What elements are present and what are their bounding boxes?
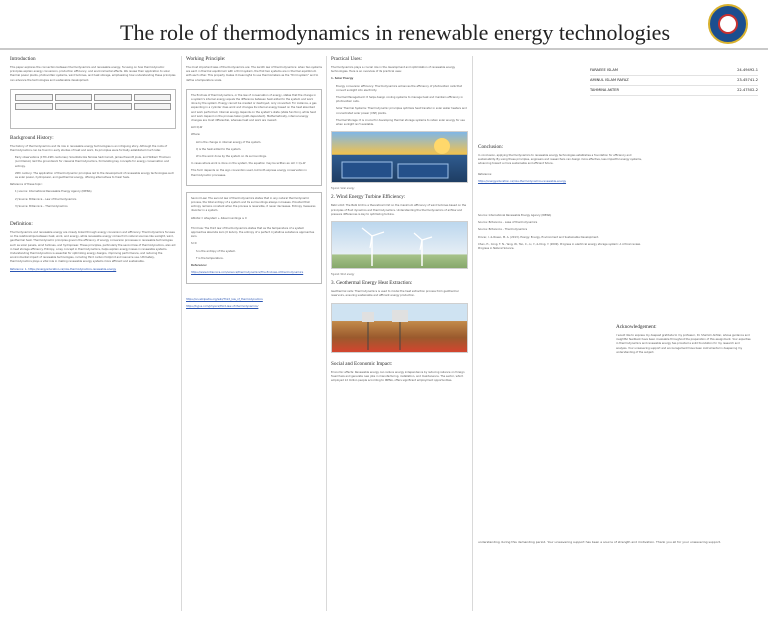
background-heading: Background History: xyxy=(10,134,54,141)
author-id: 24-49492-1 xyxy=(737,68,758,72)
diagram-block xyxy=(94,103,132,110)
geothermal-figure xyxy=(331,303,468,353)
diagram-block xyxy=(15,103,53,110)
formula-third-law: S=0 xyxy=(191,242,197,246)
introduction-text: This paper explores the connection between thermodynamics and renewable energy, focusing on how thermodynamic principles explain energy conversion, production efficiency, and environmental effects. We review their application to solar thermal power plants, photovoltaic systems, wind turbines, and heat storage, emphasizing how understanding these principles can advance the technologies and sustainable development. xyxy=(10,66,176,82)
conclusion-heading: Conclusion: xyxy=(478,144,504,150)
closed-text: In cases where work is done on the system, the equation may be written as: ΔU = Q+W xyxy=(191,162,306,166)
diagram-blocks xyxy=(15,94,171,110)
acknowledgement-closing xyxy=(478,540,758,548)
formula-first-law: ΔU=Q-W xyxy=(191,126,203,130)
reference-link[interactable]: https://energyeducation.ca/role-thermodynamics-renewable-energy xyxy=(478,179,567,183)
solar-bullet: Solar Thermal Systems: Thermodynamic principles optimize heat transfer in solar water heaters and concentrated solar power (CSP) plants. xyxy=(336,107,467,115)
reference-item: 2) Source: Britannica – Law of thermodynamics xyxy=(15,197,77,201)
column-conclusion xyxy=(478,140,758,544)
solar-bullet: Thermal Management: It helps design cooling systems to manage heat and maintain efficiency in photovoltaic cells. xyxy=(336,96,463,104)
second-third-law-box xyxy=(186,192,322,284)
laws-box xyxy=(186,89,322,186)
where-item: S is the entropy of the system. xyxy=(196,249,236,253)
author-id: 23-45741-2 xyxy=(737,78,758,82)
diagram-block xyxy=(134,94,172,101)
where-item: Q is the heat added to the system. xyxy=(196,147,242,151)
diagram-block xyxy=(55,103,93,110)
practical-heading: Practical Uses: xyxy=(331,56,362,62)
page-title: The role of thermodynamics in renewable energy technologies xyxy=(120,20,671,45)
wind-heading: 2. Wind Energy Turbine Efficiency: xyxy=(331,194,406,201)
source-item: Source: International Renewable Energy Agency (IRENA) xyxy=(478,214,552,218)
solar-bullet: Energy conversion efficiency: Thermodynamics enhances the efficiency of photovoltaic cells that convert sunlight into electricity. xyxy=(336,84,462,92)
social-heading: Social and Economic Impact: xyxy=(331,360,393,367)
introduction-heading: Introduction xyxy=(10,56,36,62)
column-divider xyxy=(472,56,473,611)
form-note: This form depends on the sign convention used, but both express energy conservation in thermodynamic processes. xyxy=(191,169,307,177)
wind-energy-figure xyxy=(331,221,468,269)
thermodynamics-diagram xyxy=(10,89,176,129)
reference-label: Reference: xyxy=(191,264,207,268)
source-item: Source: Britannica – Laws of thermodynamics xyxy=(478,221,538,225)
figure-caption: Figure1: Solar energy xyxy=(331,187,355,191)
solar-bullet: Thermal Storage: It is crucial for developing thermal storage systems to retain solar energy for use when sunlight isn’t available. xyxy=(336,118,465,127)
author-row xyxy=(590,86,758,96)
column-introduction xyxy=(10,52,176,275)
reference-link[interactable]: https://byjus.com/physics/third-law-of-thermodynamics/ xyxy=(186,304,259,308)
refs-label: Reference of these topic: xyxy=(10,183,43,187)
author-id: 22-47502-2 xyxy=(737,88,758,92)
wind-turbine-icon xyxy=(332,222,468,269)
reference-item: 1) source: International Renewable Energy Agency (IRENA) xyxy=(15,190,92,194)
reference-link[interactable]: https://en.wikipedia.org/wiki/Third_law_of_thermodynamics xyxy=(186,297,263,301)
geothermal-plant-icon xyxy=(332,304,468,353)
reference-item: 3) Source: Britannica – Thermodynamics xyxy=(15,204,68,208)
working-heading: Working Principle: xyxy=(186,56,226,62)
background-bullet: Early observations (17th-19th centuries): Scientists like Nicolas Sadi Carnot, James Prescott Joule, and William Thomson (Lord Kelvin) laid the groundwork for classical thermodynamics, formulating key concepts for energy conservation and entropy. xyxy=(15,156,171,168)
diagram-block xyxy=(15,94,53,101)
figure-caption: Figure2: Wind energy xyxy=(331,273,355,277)
university-logo-icon xyxy=(708,4,748,44)
acknowledgement-text: I would like to express my deepest gratitude to my professor, Dr. Shamim Akhtar, whose guidance and insightful feedback have been invaluable throughout the preparation of this assignment. Your expertise in thermodynamics and renewable energy has provided a solid foundation for my research and analysis. Your unwavering support and encouragement have been instrumental in deepening my understanding of the subject. xyxy=(616,334,751,354)
conclusion-text: In conclusion, applying thermodynamics to renewable energy technologies establishes a foundation for efficiency and sustainability. By using these principles, engineers and researchers can design more effective, less impactful energy systems, advancing toward a more sustainable and efficient future. xyxy=(478,154,642,166)
column-working-principle xyxy=(186,52,322,312)
source-item: Chen, H., Cong, T. N., Yang, W., Tan, C., Li, Y., & Ding, Y. (2009). Progress in electrical energy storage system: A critical review. Progress in Natural Science. xyxy=(478,242,641,251)
where-label: Where: xyxy=(191,133,201,137)
diagram-block xyxy=(55,94,93,101)
where-item: ΔU is the change in internal energy of the system. xyxy=(196,140,262,144)
background-bullet: 20th century: The application of thermodynamic principles led to the development of renewable energy technologies such as solar power, hydropower, and geothermal energy, offering alternatives to fossil fuels. xyxy=(15,171,175,180)
social-text: Economic effects: Renewable energy can reduce energy independence by reducing reliance on foreign fossil fuels and generate new jobs in manufacturing, installation, and maintenance. The sector, which employed 12 million people according to IRENA, offers significant employment opportunities. xyxy=(331,370,465,383)
geothermal-text: Geothermal cells: Thermodynamics is used to model the heat extraction process from geothermal reservoirs, ensuring sustainable and efficient energy production. xyxy=(331,290,459,298)
where-item: W is the work done by the system on its surroundings. xyxy=(196,155,267,159)
acknowledgement-block xyxy=(616,320,751,358)
working-intro: The most important laws of thermodynamics are: The zeroth law of thermodynamics: when two systems are each in thermal equilibrium with a third system, the first two systems are in thermal equilibrium with each other. This property makes it meaningful to use thermometers as the “third system” and to define a temperature scale. xyxy=(186,66,322,82)
column-divider xyxy=(181,56,182,611)
acknowledgement-closing-text: understanding during this demanding period. Your unwavering support has been a source of strength and motivation. Thank you all for your unwavering support. xyxy=(478,540,721,544)
author-row xyxy=(590,76,758,86)
definition-heading: Definition: xyxy=(10,221,33,228)
definition-text: Thermodynamics and renewable energy are closely linked through energy conversion and efficiency. Thermodynamics focuses on the relationships between heat, work, and energy, while renewable energy comes from natural sources like sunlight, wind, geothermal heat. Thermodynamic principles govern the efficiency of energy conversion processes in renewable technologies such as solar panels, wind turbines, and hydropower. These principles, particularly the second law of thermodynamics, also aid in heat storage efficiency. Entropy, a key concept in thermodynamics, helps explain energy losses in renewable systems. Understanding thermodynamics is essential for optimizing energy designs, improving performance, and reducing the environmental impact of renewable technologies, including third carbon footprint and resource use. Ultimately, thermodynamics plays a vital role in making renewable energy systems more efficient and sustainable. xyxy=(10,231,176,264)
author-row xyxy=(590,66,758,76)
reference-label: Reference: xyxy=(478,172,492,176)
first-law-text: The first law of thermodynamics, or the law of conservation of energy, states that the change in a system’s internal energy equals the difference between heat added to the system and work done by the system. Energy cannot be created or destroyed, only converted. For instance, a gas expanding in a cylinder does work and changes its internal energy based on the heat absorbed and work performed. Internal energy depends on the system’s state (state function), while heat and work depend on the process taken (path-dependent). Mathematically, internal energy changes are most differential, whereas heat and work are inexact. xyxy=(191,93,317,123)
wind-text: Betz Limit: The Betz limit is a theoretical limit on the maximum efficiency of wind turbines based on the principles of fluid dynamics and thermodynamics. Understanding the thermodynamics of airflow and pressure differences is key to optimizing turbine. xyxy=(331,204,467,216)
author-name: TAHMINA AKTER xyxy=(590,88,620,92)
solar-energy-figure xyxy=(331,131,468,183)
diagram-block xyxy=(94,94,132,101)
column-practical-uses xyxy=(331,52,468,386)
formula-second-law: ΔStotal = ΔSsystem + ΔSsurroundings ≥ 0 xyxy=(191,216,247,220)
author-name: AMINUL ISLAM RAFAZ xyxy=(590,78,629,82)
where-item: T is the temperature. xyxy=(196,256,224,260)
logo-emblem-icon xyxy=(718,14,738,34)
acknowledgement-heading: Acknowledgement: xyxy=(616,324,657,330)
practical-intro: Thermodynamics plays a crucial role in the development and optimization of renewable energy technologies. Here is an overview of its practical uses: xyxy=(331,66,456,74)
author-name: FARAEEE ISLAM xyxy=(590,68,618,72)
diagram-block xyxy=(134,103,172,110)
title-bar xyxy=(0,0,768,50)
reference-link[interactable]: Reference: 1- https://energyeducation.ca/role-thermodynamics-renewable-energy xyxy=(10,267,117,271)
reference-link[interactable]: https://www.britannica.com/science/thermodynamics/The-first-law-of-thermodynamics xyxy=(191,271,304,275)
source-item: Source: Britannica – Thermodynamics xyxy=(478,228,528,232)
background-text: The history of thermodynamics and its role in renewable energy technologies is an intriguing story. Although the roots of thermodynamics can be found in early studies of heat and work, its principles were formally established much later. xyxy=(10,144,168,153)
solar-heading: 1. Solar Energy xyxy=(331,77,354,81)
third-law-text: Third law: The third law of thermodynamics states that as the temperature of a system approaches absolute zero (0 kelvin), the entropy of a perfect crystalline substance approaches zero. xyxy=(191,226,315,239)
column-divider xyxy=(326,56,327,611)
sun-icon xyxy=(332,132,468,183)
authors-table xyxy=(590,66,758,96)
source-item: Dincer, I. & Rosen, M. A. (2013). Exergy: Energy, Environment and Sustainable Development. xyxy=(478,235,599,239)
geothermal-heading: 3. Geothermal Energy Heat Extraction: xyxy=(331,280,413,287)
second-law-text: Second Law: The second law of thermodynamics states that in any natural thermodynamic process, the total entropy of a system and its surroundings always increases. Provided that entropy remains constant when the process is reversible, it never decreases. Entropy measures disorder in a system. xyxy=(191,196,316,213)
conclusion-block xyxy=(478,144,648,251)
